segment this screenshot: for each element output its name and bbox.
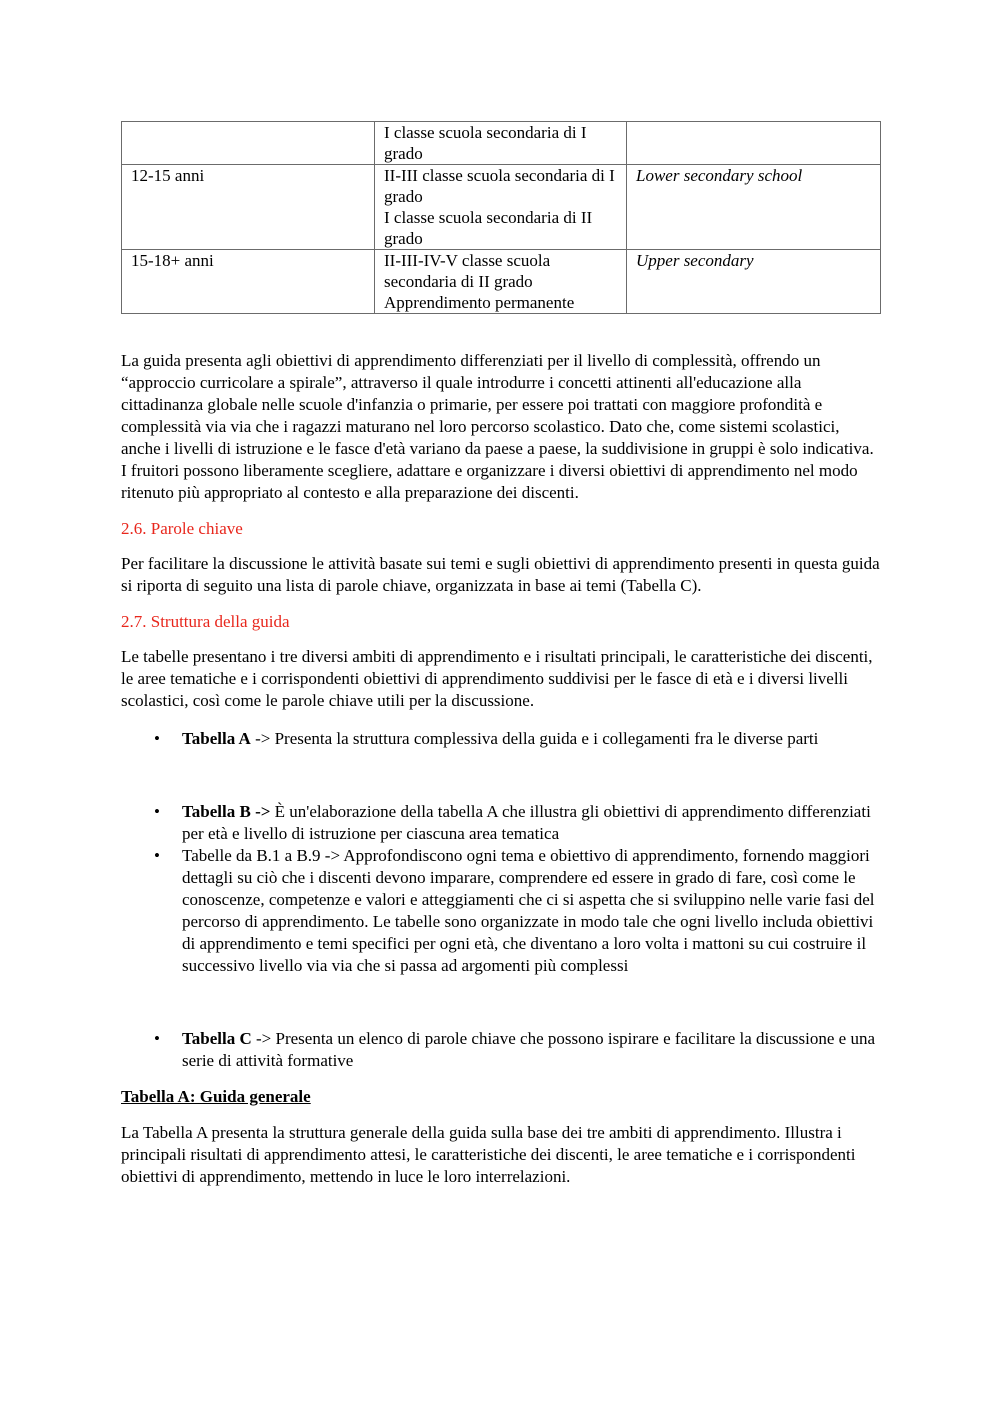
bullet-icon: • — [154, 1029, 160, 1048]
tabella-a-title: Tabella A: Guida generale — [121, 1087, 311, 1106]
section-heading-struttura-guida: 2.7. Struttura della guida — [121, 612, 290, 631]
list-item-tabella-a — [121, 728, 881, 750]
age-cell: 15-18+ anni — [122, 250, 375, 314]
class-line: II-III-IV-V classe scuola secondaria di II grado — [384, 251, 551, 291]
list-item-tabelle-b1-b9 — [121, 845, 881, 977]
bullet-icon: • — [154, 729, 160, 748]
parole-chiave-paragraph: Per facilitare la discussione le attività basate sui temi e sugli obiettivi di apprendimento presenti in questa guida si riporta di seguito una lista di parole chiave, organizzata in base ai temi (Tabella C). — [121, 554, 880, 595]
class-line: I classe scuola secondaria di II grado — [384, 208, 593, 248]
class-line: II-III classe scuola secondaria di I grado — [384, 166, 615, 206]
english-level-cell: Upper secondary — [627, 250, 881, 314]
bullet-text: È un'elaborazione della tabella A che illustra gli obiettivi di apprendimento differenziati per età e livello di istruzione per ciascuna area tematica — [182, 802, 871, 843]
bullet-bold-label: Tabella A — [182, 729, 251, 748]
class-line: Apprendimento permanente — [384, 293, 575, 312]
bullet-bold-label: Tabella C — [182, 1029, 252, 1048]
tables-bullet-list — [121, 728, 881, 1072]
classes-cell — [375, 250, 627, 314]
document-page — [121, 121, 881, 1188]
bullet-bold-label: Tabella B -> — [182, 802, 271, 821]
intro-paragraph: La guida presenta agli obiettivi di apprendimento differenziati per il livello di complessità, offrendo un “approccio curricolare a spirale”, attraverso il quale introdurre i concetti attinenti all'educazione alla cittadinanza globale nelle scuole d'infanzia o primarie, per essere poi trattati con maggiore profondità e complessità via via che i ragazzi maturano nel loro percorso scolastico. Dato che, come sistemi scolastici, anche i livelli di istruzione e le fasce d'età variano da paese a paese, la suddivisione in gruppi è solo indicativa. I fruitori possono liberamente scegliere, adattare e organizzare i diversi obiettivi di apprendimento nel modo ritenuto più appropriato al contesto e alla preparazione dei discenti. — [121, 351, 874, 502]
list-item-tabella-b — [121, 801, 881, 845]
age-cell — [122, 122, 375, 165]
english-level-cell: Lower secondary school — [627, 165, 881, 250]
bullet-text: Tabelle da B.1 a B.9 -> Approfondiscono ogni tema e obiettivo di apprendimento, fornendo maggiori dettagli su ciò che i discenti devono imparare, comprendere ed essere in grado di fare, così come le conoscenze, competenze e valori e atteggiamenti che ci si aspetta che si sviluppino nelle varie fasi del percorso di apprendimento. Le tabelle sono organizzate in modo tale che ogni livello includa obiettivi di apprendimento e temi specifici per ogni età, che diventano a loro volta i mattoni su cui costruire il successivo livello via via che si passa ad argomenti più complessi — [182, 846, 875, 975]
table-row — [122, 250, 881, 314]
english-level-cell — [627, 122, 881, 165]
age-levels-table — [121, 121, 881, 314]
table-row — [122, 122, 881, 165]
table-row — [122, 165, 881, 250]
bullet-icon: • — [154, 802, 160, 821]
bullet-text: -> Presenta un elenco di parole chiave che possono ispirare e facilitare la discussione e una serie di attività formative — [182, 1029, 876, 1070]
section-heading-parole-chiave: 2.6. Parole chiave — [121, 519, 243, 538]
age-cell: 12-15 anni — [122, 165, 375, 250]
list-item-tabella-c — [121, 1028, 881, 1072]
classes-cell — [375, 122, 627, 165]
bullet-icon: • — [154, 846, 160, 865]
classes-cell — [375, 165, 627, 250]
struttura-guida-paragraph: Le tabelle presentano i tre diversi ambiti di apprendimento e i risultati principali, le caratteristiche dei discenti, le aree tematiche e i corrispondenti obiettivi di apprendimento suddivisi per le fasce di età e i diversi livelli scolastici, così come le parole chiave utili per la discussione. — [121, 647, 873, 710]
bullet-text: -> Presenta la struttura complessiva della guida e i collegamenti fra le diverse parti — [250, 729, 819, 748]
class-line: I classe scuola secondaria di I grado — [384, 123, 587, 163]
tabella-a-paragraph: La Tabella A presenta la struttura generale della guida sulla base dei tre ambiti di apprendimento. Illustra i principali risultati di apprendimento attesi, le caratteristiche dei discenti, le aree tematiche e i corrispondenti obiettivi di apprendimento, mettendo in luce le loro interrelazioni. — [121, 1123, 856, 1186]
